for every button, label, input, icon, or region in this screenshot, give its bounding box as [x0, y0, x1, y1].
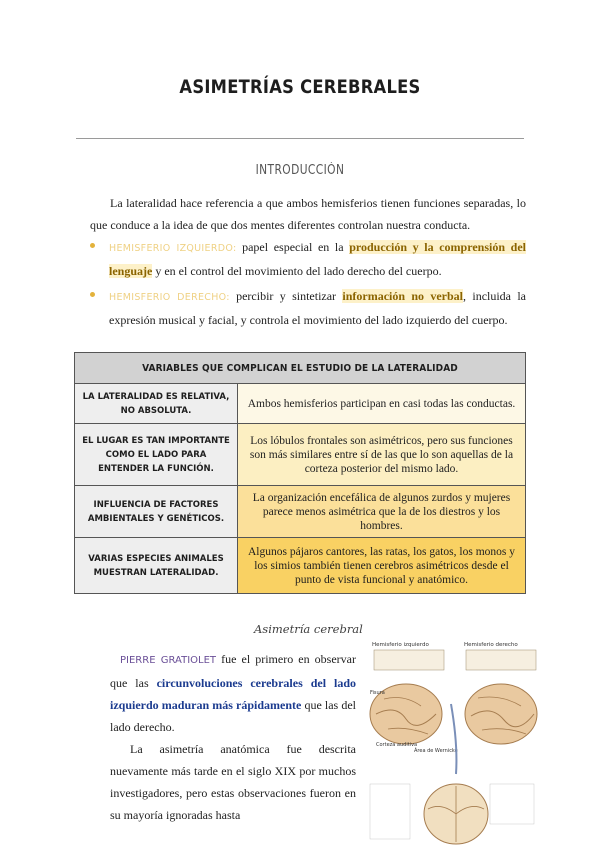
- table-value: Ambos hemisferios participan en casi todas las conductas.: [238, 384, 526, 424]
- table-key: EL LUGAR ES TAN IMPORTANTE COMO EL LADO PARA ENTENDER LA FUNCIÓN.: [75, 424, 238, 486]
- history-paragraph-2: La asimetría anatómica fue descrita nuevamente más tarde en el siglo XIX por muchos investigadores, pero estas observaciones fueron en su mayoría ignoradas hasta: [110, 742, 356, 822]
- figure-note-box: [374, 650, 444, 670]
- bullet-text: y en el control del movimiento del lado derecho del cuerpo.: [152, 264, 442, 278]
- table-row: [75, 538, 526, 594]
- figure-note-box: [466, 650, 536, 670]
- figure-arrow: [451, 704, 456, 774]
- brain-illustration: [366, 634, 546, 848]
- figure-caption: Asimetría cerebral: [254, 622, 363, 636]
- bullet-dot-icon: [90, 292, 95, 297]
- label-fissure: Fisura: [370, 690, 385, 696]
- person-name: PIERRE GRATIOLET: [120, 655, 217, 666]
- bullet-highlight: información no verbal: [342, 289, 464, 303]
- label-corteza: Corteza auditiva: [376, 742, 418, 748]
- bullet-right-hemisphere: [90, 285, 526, 331]
- table-row: [75, 424, 526, 486]
- table-header: VARIABLES QUE COMPLICAN EL ESTUDIO DE LA LATERALIDAD: [75, 353, 526, 384]
- table-value: Los lóbulos frontales son asimétricos, pero sus funciones son más similares entre sí de las que lo son aquellas de la corteza posterior del mismo lado.: [238, 424, 526, 486]
- brain-asymmetry-figure: [366, 634, 546, 848]
- paragraph-text: que las del lado derecho.: [110, 698, 356, 734]
- figure-left-title: Hemisferio izquierdo: [372, 642, 429, 648]
- table-key: INFLUENCIA DE FACTORES AMBIENTALES Y GENÉTICOS.: [75, 486, 238, 538]
- table-value: La organización encefálica de algunos zurdos y mujeres parece menos asimétrica que la de los diestros y los hombres.: [238, 486, 526, 538]
- intro-paragraph: La lateralidad hace referencia a que ambos hemisferios tienen funciones separadas, lo que conduce a la idea de que dos mentes diferentes controlan nuestra conducta.: [90, 196, 526, 232]
- label-wernicke: Área de Wernicke: [414, 748, 458, 754]
- table-key: LA LATERALIDAD ES RELATIVA, NO ABSOLUTA.: [75, 384, 238, 424]
- figure-label-box: [370, 784, 410, 839]
- bullet-label: HEMISFERIO DERECHO:: [109, 292, 230, 303]
- bullet-label: HEMISFERIO IZQUIERDO:: [109, 243, 237, 254]
- page-title: ASIMETRÍAS CEREBRALES: [179, 76, 421, 98]
- section-heading: INTRODUCCIÓN: [255, 163, 345, 178]
- bullet-text: , incluida la expresión musical y facial, y controla el movimiento del lado izquierdo del cuerpo.: [109, 289, 526, 327]
- table-key: VARIAS ESPECIES ANIMALES MUESTRAN LATERALIDAD.: [75, 538, 238, 594]
- figure-right-title: Hemisferio derecho: [464, 642, 518, 648]
- table-row: [75, 384, 526, 424]
- bullet-text: percibir y sintetizar: [229, 289, 343, 303]
- bullet-text: papel especial en la: [236, 240, 350, 254]
- table-value: Algunos pájaros cantores, las ratas, los gatos, los monos y los simios también tienen cerebros asimétricos desde el punto de vista funcional y anatómico.: [238, 538, 526, 594]
- table-row: [75, 486, 526, 538]
- figure-label-box: [490, 784, 534, 824]
- title-divider: [76, 138, 524, 139]
- key-finding: circunvoluciones cerebrales del lado izquierdo maduran más rápidamente: [110, 676, 356, 712]
- history-paragraph-1: [110, 648, 356, 738]
- paragraph-text: fue el primero en observar que las: [110, 652, 356, 690]
- bullet-left-hemisphere: [90, 236, 526, 282]
- bullet-dot-icon: [90, 243, 95, 248]
- variables-table: [74, 352, 526, 594]
- history-section: [110, 648, 356, 826]
- bullet-highlight: producción y la comprensión del lenguaje: [109, 240, 526, 278]
